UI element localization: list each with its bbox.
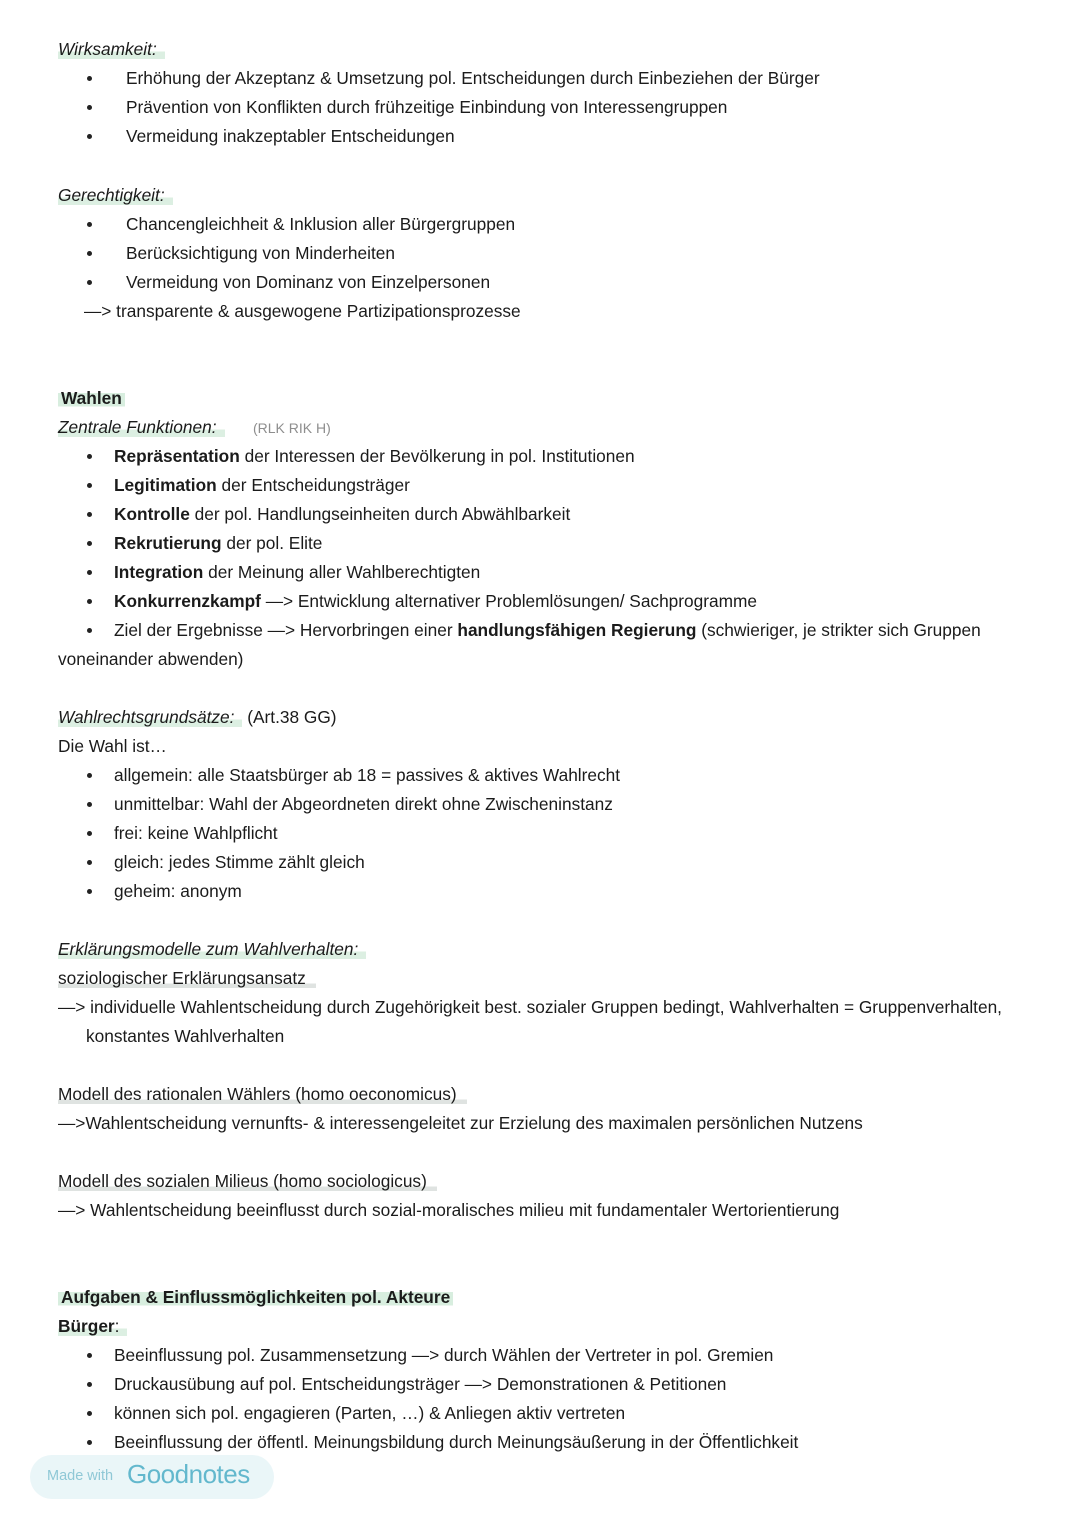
- list-item: Erhöhung der Akzeptanz & Umsetzung pol. Entscheidungen durch Einbeziehen der Bürger: [126, 68, 820, 88]
- wirksamkeit-heading: Wirksamkeit:: [58, 35, 165, 64]
- bullet: [87, 251, 92, 256]
- bullet: [87, 831, 92, 836]
- list-item: Beeinflussung der öffentl. Meinungsbildung durch Meinungsäußerung in der Öffentlichkeit: [114, 1432, 799, 1452]
- gerechtigkeit-conclusion: —> transparente & ausgewogene Partizipationsprozesse: [84, 301, 521, 321]
- bullet: [87, 628, 92, 633]
- functions-heading: Zentrale Funktionen:: [58, 413, 225, 442]
- principle-item: allgemein: alle Staatsbürger ab 18 = passives & aktives Wahlrecht: [114, 765, 621, 785]
- models-heading: Erklärungsmodelle zum Wahlverhalten:: [58, 935, 366, 964]
- goal-continuation: voneinander abwenden): [58, 649, 244, 669]
- wahlen-title: Wahlen: [58, 384, 125, 413]
- list-item: Berücksichtigung von Minderheiten: [126, 243, 395, 263]
- list-item: Vermeidung inakzeptabler Entscheidungen: [126, 126, 455, 146]
- model-text: —> Wahlentscheidung beeinflusst durch sozial-moralisches milieu mit fundamentaler Wertorientierung: [58, 1200, 840, 1220]
- bullet: [87, 1382, 92, 1387]
- bullet: [87, 454, 92, 459]
- bullet: [87, 889, 92, 894]
- akteure-title: Aufgaben & Einflussmöglichkeiten pol. Akteure: [58, 1283, 453, 1312]
- function-item: Rekrutierung der pol. Elite: [114, 533, 323, 553]
- list-item: Prävention von Konflikten durch frühzeitige Einbindung von Interessengruppen: [126, 97, 728, 117]
- bullet: [87, 773, 92, 778]
- principle-item: frei: keine Wahlpflicht: [114, 823, 278, 843]
- bullet: [87, 134, 92, 139]
- function-item: Konkurrenzkampf —> Entwicklung alternativer Problemlösungen/ Sachprogramme: [114, 591, 758, 611]
- principles-heading: Wahlrechtsgrundsätze: (Art.38 GG): [58, 707, 337, 727]
- principle-item: gleich: jedes Stimme zählt gleich: [114, 852, 365, 872]
- bullet: [87, 1353, 92, 1358]
- list-item: Druckausübung auf pol. Entscheidungsträger —> Demonstrationen & Petitionen: [114, 1374, 727, 1394]
- list-item: können sich pol. engagieren (Parten, …) & Anliegen aktiv vertreten: [114, 1403, 626, 1423]
- principles-intro: Die Wahl ist…: [58, 736, 167, 756]
- function-item: Kontrolle der pol. Handlungseinheiten durch Abwählbarkeit: [114, 504, 571, 524]
- bullet: [87, 222, 92, 227]
- model-title: Modell des sozialen Milieus (homo sociologicus): [58, 1167, 437, 1196]
- model-text: konstantes Wahlverhalten: [86, 1026, 285, 1046]
- bullet: [87, 860, 92, 865]
- model-title: soziologischer Erklärungsansatz: [58, 964, 316, 993]
- bullet: [87, 105, 92, 110]
- bullet: [87, 76, 92, 81]
- goal-line: Ziel der Ergebnisse —> Hervorbringen einer handlungsfähigen Regierung (schwieriger, je strikter sich Gruppen: [114, 620, 981, 640]
- model-text: —>Wahlentscheidung vernunfts- & interessengeleitet zur Erzielung des maximalen persönlichen Nutzens: [58, 1113, 863, 1133]
- bullet: [87, 541, 92, 546]
- made-with-label: Made with: [47, 1468, 114, 1484]
- function-item: Repräsentation der Interessen der Bevölkerung in pol. Institutionen: [114, 446, 635, 466]
- goodnotes-logo: Goodnotes: [127, 1459, 250, 1489]
- bullet: [87, 1440, 92, 1445]
- bullet: [87, 483, 92, 488]
- bullet: [87, 570, 92, 575]
- list-item: Vermeidung von Dominanz von Einzelpersonen: [126, 272, 491, 292]
- gerechtigkeit-heading: Gerechtigkeit:: [58, 181, 173, 210]
- list-item: Chancengleichheit & Inklusion aller Bürgergruppen: [126, 214, 516, 234]
- model-text: —> individuelle Wahlentscheidung durch Zugehörigkeit best. sozialer Gruppen bedingt, Wahlverhalten = Gruppenverhalten,: [58, 997, 1002, 1017]
- function-item: Legitimation der Entscheidungsträger: [114, 475, 410, 495]
- model-title: Modell des rationalen Wählers (homo oeconomicus): [58, 1080, 467, 1109]
- bullet: [87, 1411, 92, 1416]
- principle-item: unmittelbar: Wahl der Abgeordneten direkt ohne Zwischeninstanz: [114, 794, 613, 814]
- function-item: Integration der Meinung aller Wahlberechtigten: [114, 562, 481, 582]
- principle-item: geheim: anonym: [114, 881, 242, 901]
- akteure-subtitle: Bürger:: [58, 1312, 127, 1341]
- bullet: [87, 802, 92, 807]
- goodnotes-badge[interactable]: [30, 1455, 274, 1499]
- list-item: Beeinflussung pol. Zusammensetzung —> durch Wählen der Vertreter in pol. Gremien: [114, 1345, 774, 1365]
- bullet: [87, 512, 92, 517]
- bullet: [87, 280, 92, 285]
- bullet: [87, 599, 92, 604]
- functions-note: (RLK RIK H): [253, 420, 331, 436]
